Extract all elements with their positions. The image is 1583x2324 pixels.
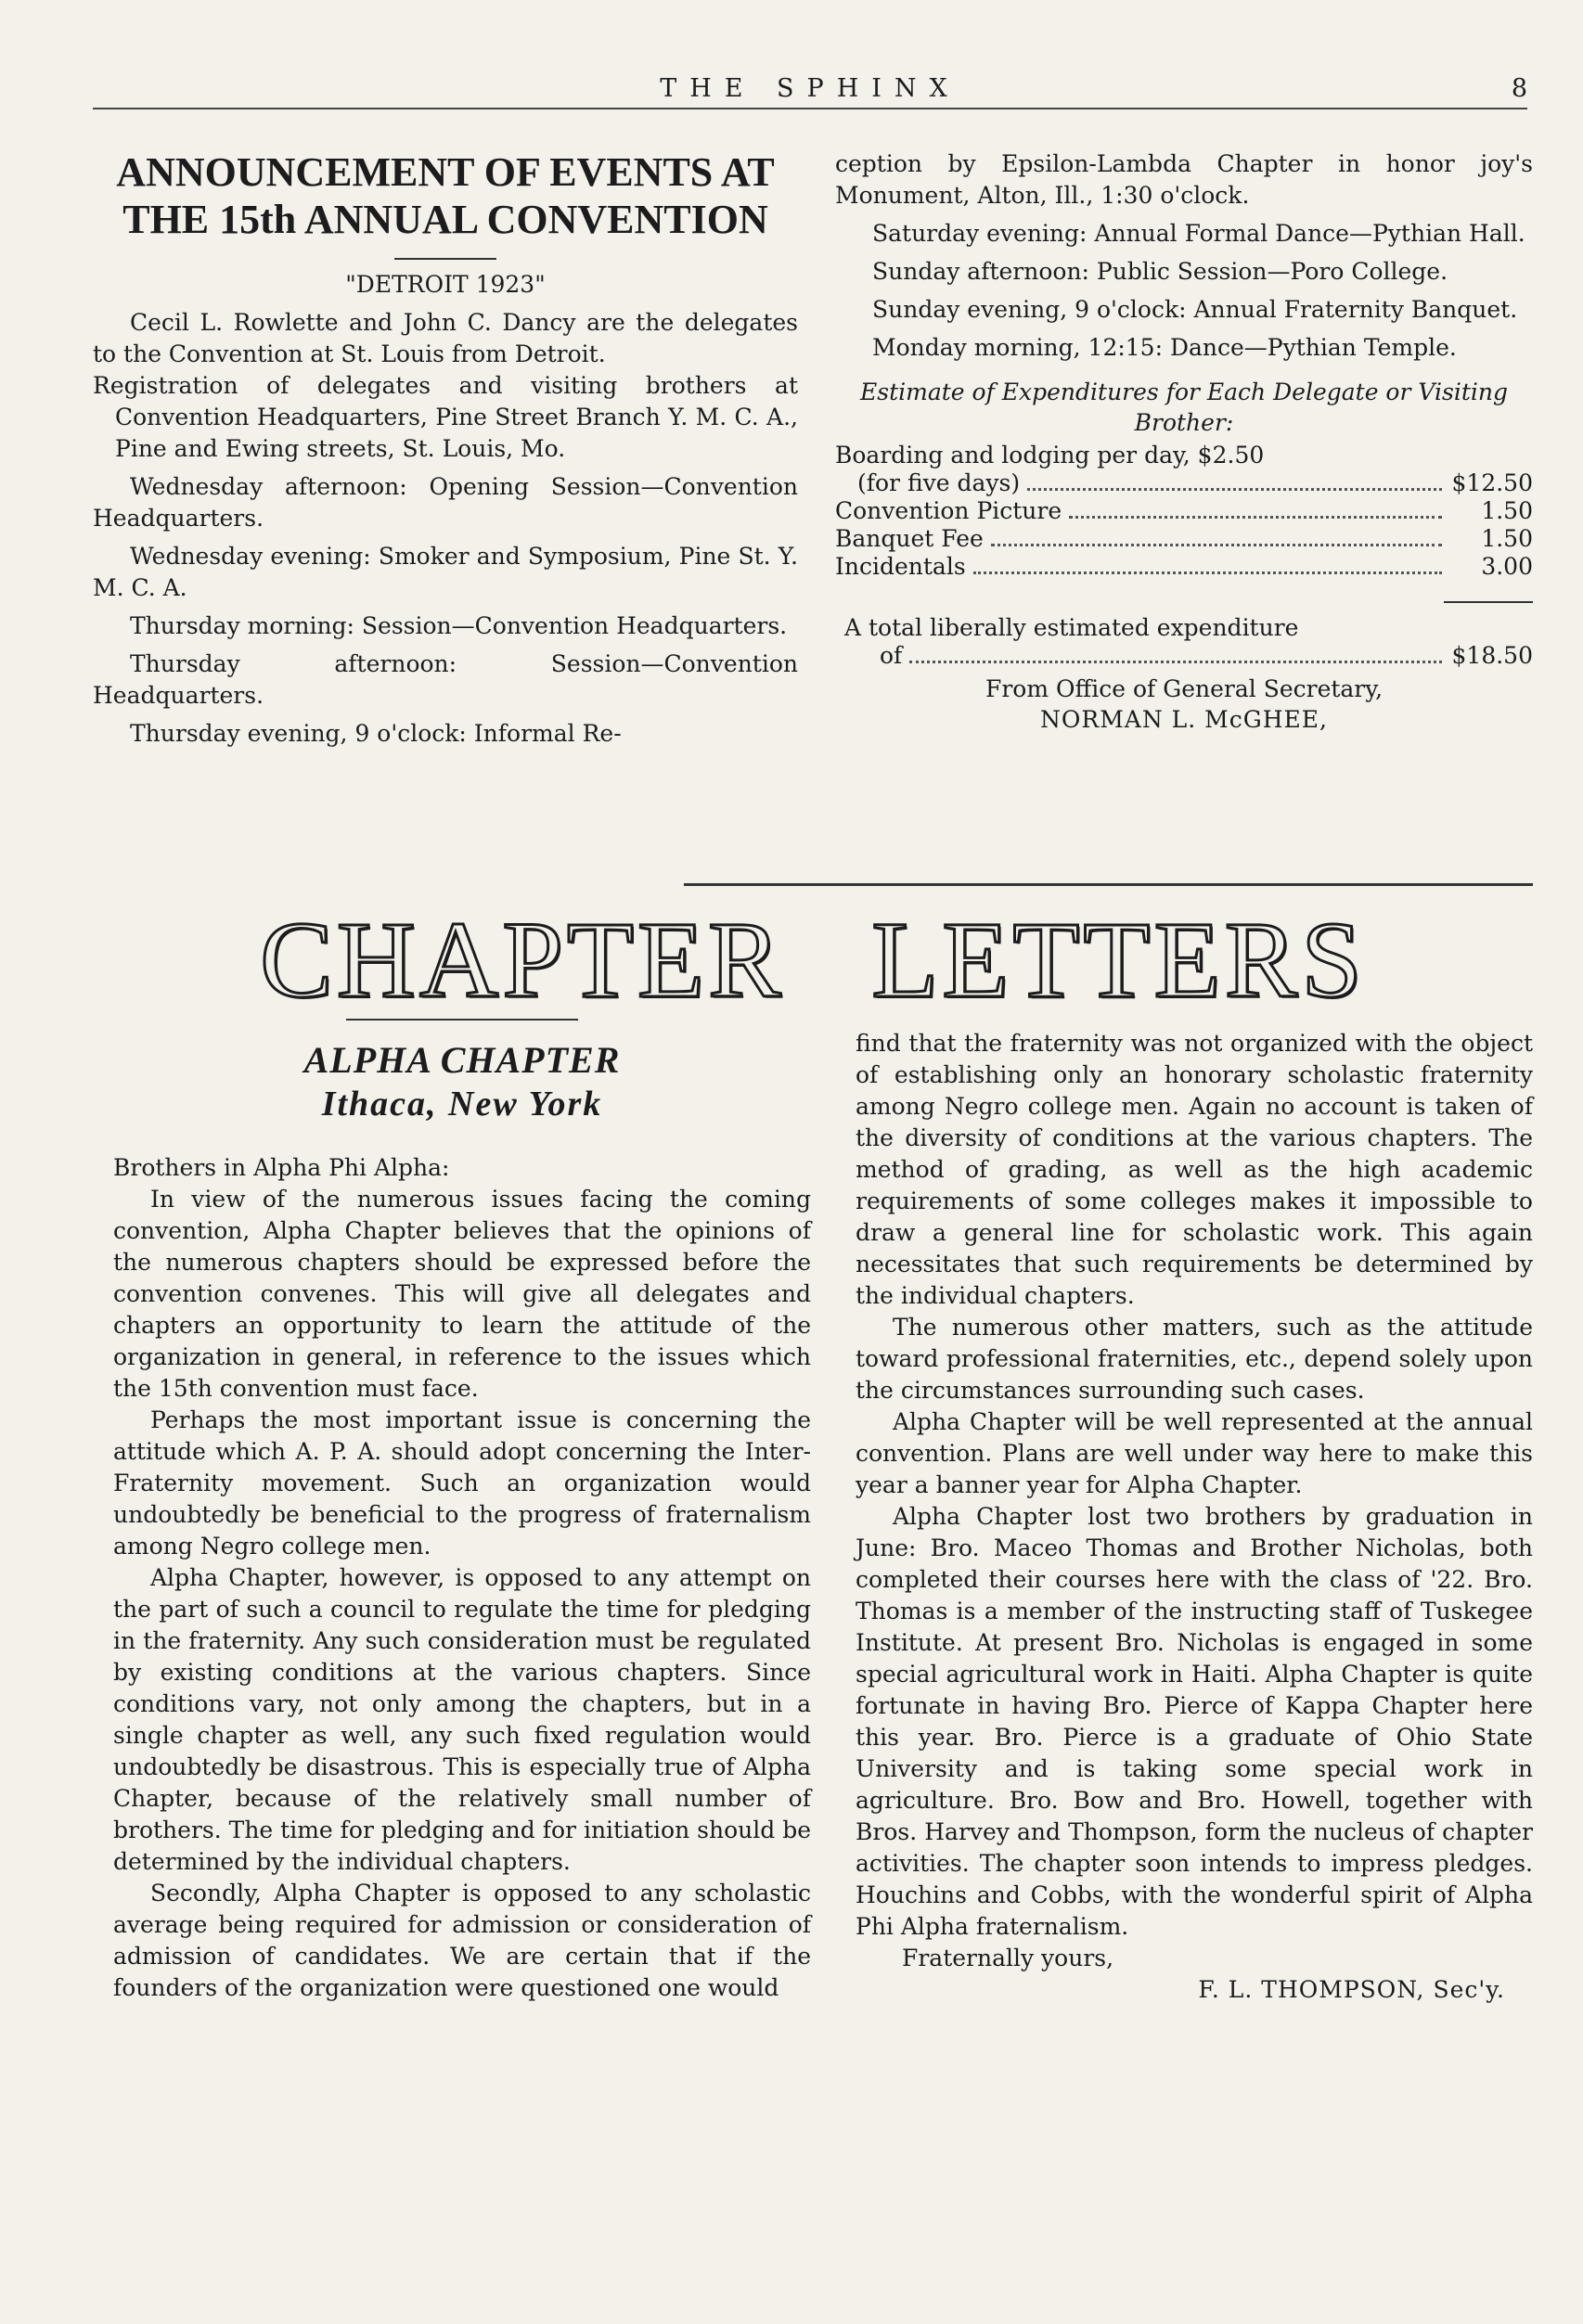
letter-salutation: Brothers in Alpha Phi Alpha: [113,1154,450,1181]
section-divider [684,883,1533,886]
expense-label: Banquet Fee [835,525,984,552]
chapter-city: Ithaca, New York [321,1085,603,1123]
expense-label: Incidentals [835,553,966,580]
letter-signature: F. L. THOMPSON, Sec'y. [1198,1976,1505,2003]
event-continuation: ception by Epsilon-Lambda Chapter in honor joy's Monument, Alton, Ill., 1:30 o'clock. [835,150,1533,209]
announcement-left-column [93,148,798,750]
letter-paragraph: Secondly, Alpha Chapter is opposed to any scholastic average being required for admission or consideration of admission of candidates. We are certain that if the founders of the organization were questioned one would [113,1880,811,2001]
expenditure-heading: Estimate of Expenditures for Each Delegate or Visiting Brother: [860,379,1508,436]
chapter-letters-banner: CHAPTER LETTERS [260,899,1366,1021]
total-row [835,642,1533,670]
expense-amount: 3.00 [1481,553,1533,580]
letter-left-column [113,1019,811,2004]
expense-label: Convention Picture [835,497,1062,524]
announcement-title: ANNOUNCEMENT OF EVENTS AT THE 15th ANNUAL CONVENTION [116,149,775,242]
publication-title: THE SPHINX [660,74,960,103]
dot-leader [1027,487,1442,491]
announcement-signature: NORMAN L. McGHEE, [1040,706,1328,733]
page-number: 8 [1511,74,1527,103]
event-item: Thursday morning: Session—Convention Headquarters. [130,612,788,639]
chapter-name: ALPHA CHAPTER [303,1039,621,1081]
letter-continuation: find that the fraternity was not organized with the object of establishing only an honorary scholastic fraternity among Negro college men. Again no account is taken of the diversity of conditions at the various chapters. The method of grading, as well as the high academic requirements of some colleges makes it impossible to draw a general line for scholastic work. This again necessitates that such requirements be determined by the individual chapters. [856,1030,1533,1309]
letter-paragraph: Alpha Chapter will be well represented at the annual convention. Plans are well under way here to make this year a banner year for Alpha Chapter. [856,1408,1533,1498]
dot-leader [991,543,1442,546]
letter-paragraph: Perhaps the most important issue is concerning the attitude which A. P. A. should adopt concerning the Inter-Fraternity movement. Such an organization would undoubtedly be beneficial to the progress of fraternalism among Negro college men. [113,1406,811,1560]
announcement-right-column [835,148,1533,733]
expense-amount: 1.50 [1481,497,1533,524]
title-divider [394,258,496,260]
event-item: Wednesday evening: Smoker and Symposium, Pine St. Y. M. C. A. [93,543,798,601]
dot-leader [1069,515,1442,519]
announcement-subtitle: "DETROIT 1923" [345,271,546,298]
event-item: Saturday evening: Annual Formal Dance—Pythian Hall. [872,220,1525,247]
letter-paragraph: Alpha Chapter, however, is opposed to any attempt on the part of such a council to regulate the time for pledging in the fraternity. Any such consideration must be regulated by existing conditions at the various chapters. Since conditions vary, not only among the chapters, but in a single chapter as well, any such fixed regulation would undoubtedly be disastrous. This is especially true of Alpha Chapter, because of the relatively small number of brothers. The time for pledging and for initiation should be determined by the individual chapters. [113,1564,811,1875]
expense-row [835,553,1533,581]
event-item: Thursday afternoon: Session—Convention Headquarters. [93,650,798,709]
total-divider [1444,601,1533,603]
event-item: Sunday evening, 9 o'clock: Annual Fraternity Banquet. [872,296,1518,323]
expense-row [835,525,1533,553]
expense-row [835,497,1533,525]
total-label: A total liberally estimated expenditure [844,614,1299,641]
event-item: Monday morning, 12:15: Dance—Pythian Temple. [872,334,1457,361]
delegates-paragraph: Cecil L. Rowlette and John C. Dancy are the delegates to the Convention at St. Louis from Detroit. [93,309,798,367]
dot-leader [973,571,1442,574]
event-item: Wednesday afternoon: Opening Session—Convention Headquarters. [93,473,798,532]
letter-right-column [856,1028,1533,2006]
event-item: Sunday afternoon: Public Session—Poro College. [872,258,1448,285]
expense-row [835,469,1533,497]
letter-paragraph: The numerous other matters, such as the attitude toward professional fraternities, etc., depend solely upon the circumstances surrounding such cases. [856,1314,1533,1404]
expense-head: Boarding and lodging per day, $2.50 [835,442,1265,469]
running-header [93,71,1527,109]
expense-amount: 1.50 [1481,525,1533,552]
letter-paragraph: In view of the numerous issues facing the coming convention, Alpha Chapter believes that the opinions of the numerous chapters should be expressed before the convention convenes. This will give all delegates and chapters an opportunity to learn the attitude of the organization in general, in reference to the issues which the 15th convention must face. [113,1186,811,1402]
from-line: From Office of General Secretary, [985,675,1384,702]
letter-paragraph: Alpha Chapter lost two brothers by graduation in June: Bro. Maceo Thomas and Brother Nicholas, both completed their courses here with the class of '22. Bro. Thomas is a member of the instructing staff of Tuskegee Institute. At present Bro. Nicholas is engaged in some special agricultural work in Haiti. Alpha Chapter is quite fortunate in having Bro. Pierce of Kappa Chapter here this year. Bro. Pierce is a graduate of Ohio State University and is taking some special work in agriculture. Bro. Bow and Bro. Howell, together with Bros. Harvey and Thompson, form the nucleus of chapter activities. The chapter soon intends to impress pledges. Houchins and Cobbs, with the wonderful spirit of Alpha Phi Alpha fraternalism. [856,1503,1533,1940]
expense-label: (for five days) [857,469,1021,496]
total-of: of [880,642,903,669]
total-amount: $18.50 [1451,642,1533,669]
letter-closing: Fraternally yours, [902,1945,1114,1971]
expense-amount: $12.50 [1451,469,1533,496]
registration-paragraph: Registration of delegates and visiting brothers at Convention Headquarters, Pine Street Branch Y. M. C. A., Pine and Ewing streets, St. Louis, Mo. [93,372,798,462]
event-item: Thursday evening, 9 o'clock: Informal Re- [130,720,622,747]
dot-leader [909,660,1442,663]
chapter-divider [346,1019,578,1021]
